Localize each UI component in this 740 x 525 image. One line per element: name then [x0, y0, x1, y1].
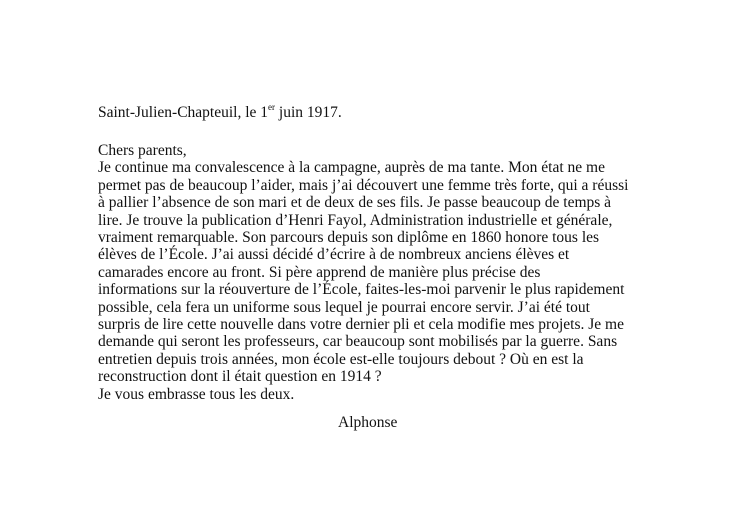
letter-body-line: Je continue ma convalescence à la campagne, auprès de ma tante. Mon état ne me: [98, 159, 605, 177]
dateline-prefix: Saint-Julien-Chapteuil, le 1: [98, 104, 269, 121]
letter-body-line: entretien depuis trois années, mon école est-elle toujours debout ? Où en est la: [98, 350, 584, 368]
letter-dateline: [98, 103, 342, 122]
letter-body-line: surpris de lire cette nouvelle dans votre dernier pli et cela modifie mes projets. Je me: [98, 316, 624, 334]
letter-body-line: possible, cela fera un uniforme sous lequel je pourrai encore servir. J’ai été tout: [98, 298, 590, 316]
letter-body: [98, 142, 643, 403]
letter-closing: Je vous embrasse tous les deux.: [98, 385, 295, 403]
letter-body-line: lire. Je trouve la publication d’Henri Fayol, Administration industrielle et générale,: [98, 211, 613, 229]
letter-body-line: vraiment remarquable. Son parcours depuis son diplôme en 1860 honore tous les: [98, 229, 600, 247]
letter-body-line: permet pas de beaucoup l’aider, mais j’ai découvert une femme très forte, qui a réussi: [98, 176, 629, 194]
letter-body-line: camarades encore au front. Si père apprend de manière plus précise des: [98, 263, 541, 281]
letter-signature: Alphonse: [338, 414, 398, 431]
letter-salutation: Chers parents,: [98, 142, 187, 159]
letter-body-line: élèves de l’École. J’ai aussi décidé d’écrire à de nombreux anciens élèves et: [98, 246, 570, 264]
letter-body-line: à pallier l’absence de son mari et de deux de ses fils. Je passe beaucoup de temps à: [98, 194, 612, 212]
dateline-superscript: er: [268, 101, 276, 112]
letter-body-line: reconstruction dont il était question en 1914 ?: [98, 368, 382, 386]
letter-body-line: demande qui seront les professeurs, car beaucoup sont mobilisés par la guerre. Sans: [98, 333, 618, 351]
letter-body-line: informations sur la réouverture de l’École, faites-les-moi parvenir le plus rapidement: [98, 281, 625, 299]
dateline-suffix: juin 1917.: [275, 104, 342, 121]
